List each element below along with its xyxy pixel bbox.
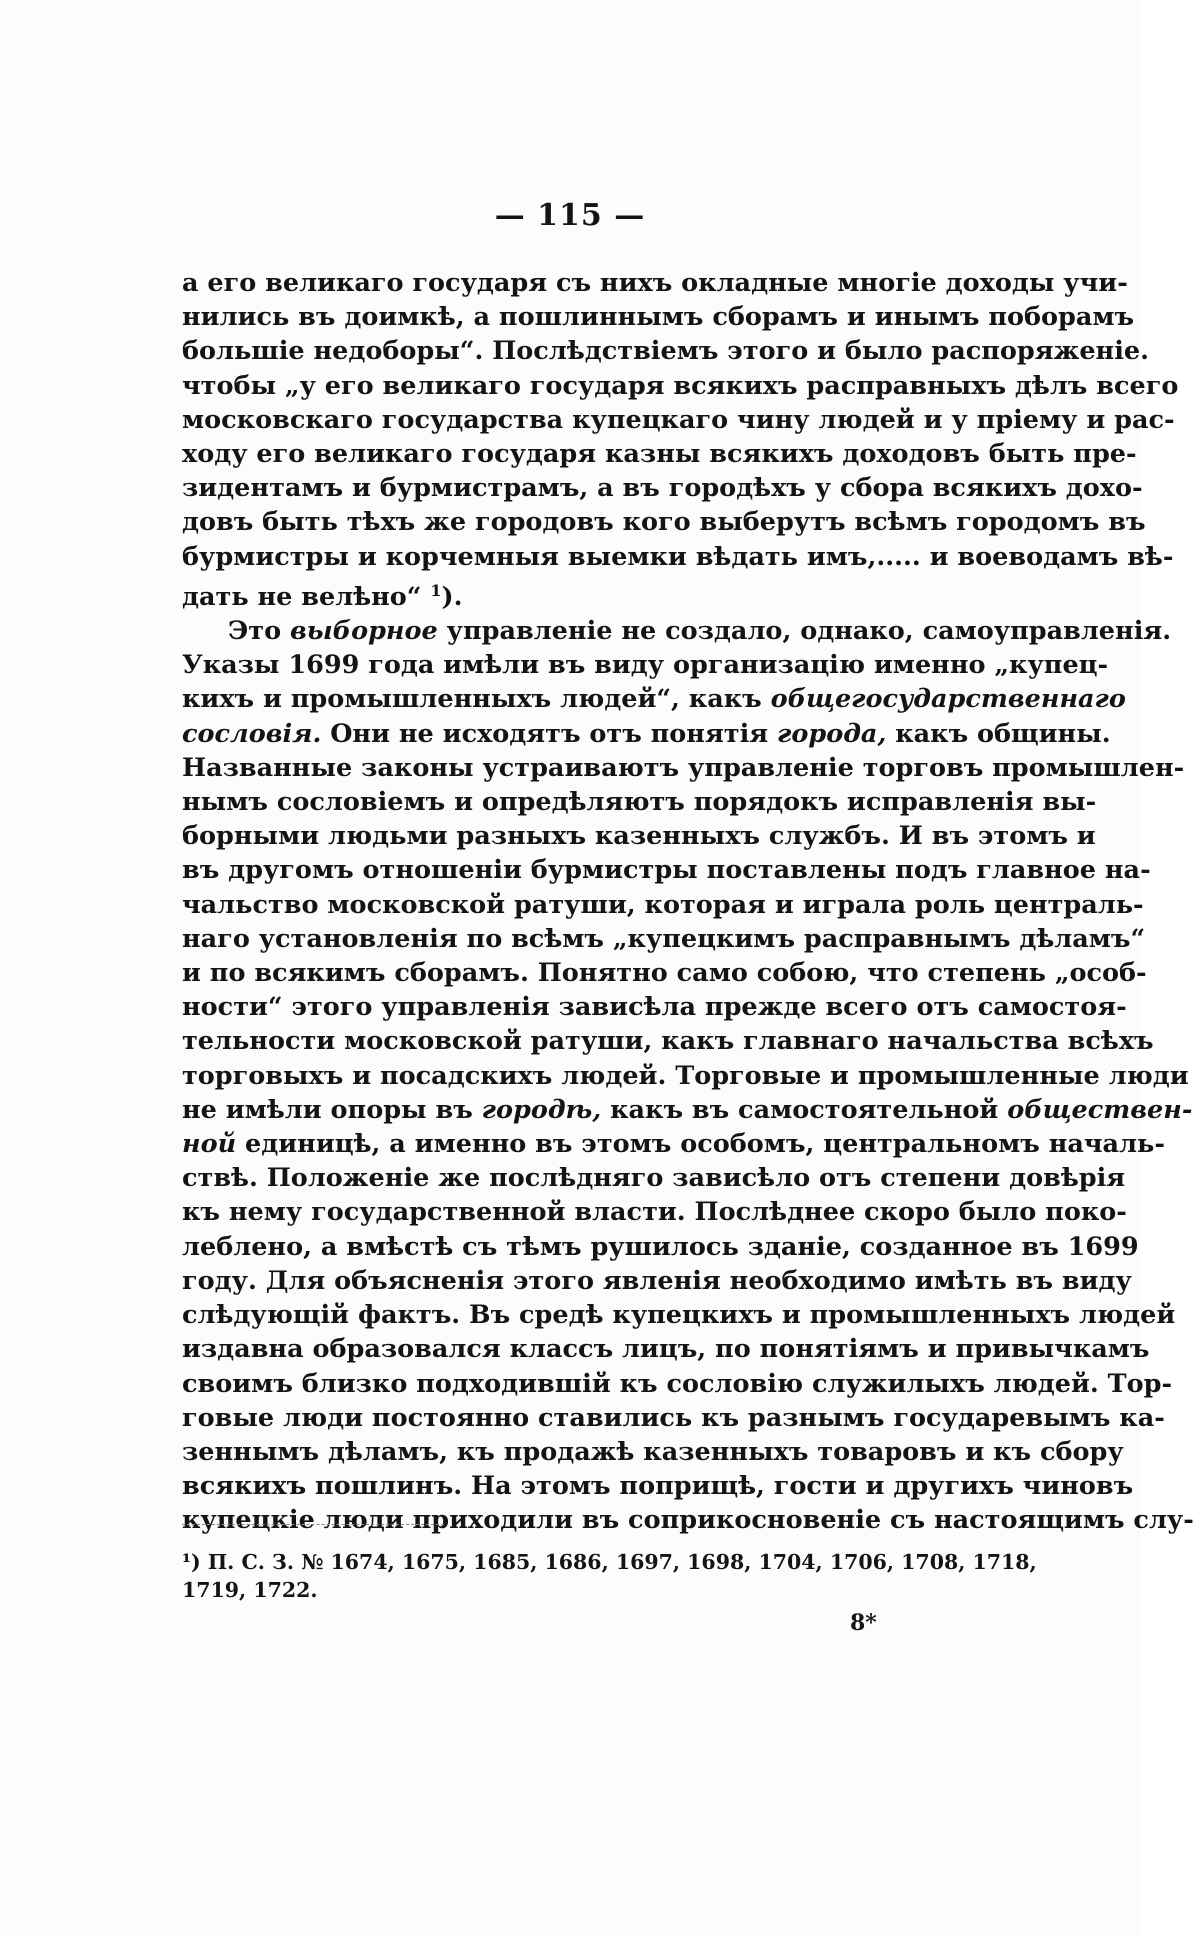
text-line: ствѣ. Положеніе же послѣдняго зависѣло отъ степени довѣрія xyxy=(182,1163,1126,1194)
text-line: чтобы „у его великаго государя всякихъ расправныхъ дѣлъ всего xyxy=(182,370,1179,401)
text-line: бурмистры и корчемныя выемки вѣдать имъ,..... и воеводамъ вѣ- xyxy=(182,541,1174,572)
text-line: году. Для объясненія этого явленія необходимо имѣть въ виду xyxy=(182,1265,1132,1296)
text-span: какъ общины. xyxy=(886,718,1111,749)
text-line: довъ быть тѣхъ же городовъ кого выберутъ всѣмъ городомъ въ xyxy=(182,507,1146,538)
footnote-line: 1719, 1722. xyxy=(182,1578,318,1602)
italic-span: ной xyxy=(182,1129,237,1160)
text-line: а его великаго государя съ нихъ окладные многіе доходы учи- xyxy=(182,268,1128,298)
text-line xyxy=(182,574,960,614)
text-span: кихъ и промышленныхъ людей“, какъ xyxy=(182,684,771,715)
text-line: леблено, а вмѣстѣ съ тѣмъ рушилось зданіе, созданное въ 1699 xyxy=(182,1231,1139,1262)
text-line xyxy=(182,717,1111,751)
footnote xyxy=(182,1548,1037,1604)
text-span: дать не велѣно“ xyxy=(182,581,422,612)
text-line: Названные законы устраиваютъ управленіе торговъ промышлен- xyxy=(182,752,1185,783)
text-span: не имѣли опоры въ xyxy=(182,1094,482,1125)
text-line: ности“ этого управленія зависѣла прежде всего отъ самостоя- xyxy=(182,992,1127,1023)
text-line: къ нему государственной власти. Послѣднее скоро было поко- xyxy=(182,1197,1127,1228)
text-line: купецкіе люди приходили въ соприкосновеніе съ настоящимъ слу- xyxy=(182,1505,1194,1536)
page-number: — 115 — xyxy=(494,198,646,233)
text-line xyxy=(182,614,1172,648)
paragraph-1 xyxy=(182,266,1179,614)
italic-span: города, xyxy=(777,718,887,749)
footnote-marker: ¹) xyxy=(182,1550,201,1574)
text-line xyxy=(182,1093,1193,1127)
text-span: единицѣ, а именно въ этомъ особомъ, центральномъ началь- xyxy=(236,1129,1165,1160)
text-line: наго установленія по всѣмъ „купецкимъ расправнымъ дѣламъ“ xyxy=(182,923,1146,954)
text-line: большіе недоборы“. Послѣдствіемъ этого и было распоряженіе. xyxy=(182,336,1150,367)
text-span: управленіе не создало, однако, самоуправленія. xyxy=(437,616,1172,647)
text-line: тельности московской ратуши, какъ главнаго начальства всѣхъ xyxy=(182,1026,1154,1057)
footnote-divider xyxy=(182,1524,444,1525)
text-line: своимъ близко подходившій къ сословію служилыхъ людей. Тор- xyxy=(182,1368,1173,1399)
text-line: ходу его великаго государя казны всякихъ доходовъ быть пре- xyxy=(182,439,1137,470)
text-line: и по всякимъ сборамъ. Понятно само собою, что степень „особ- xyxy=(182,958,1147,989)
text-span: Они не исходятъ отъ понятія xyxy=(321,718,778,749)
text-line: издавна образовался классъ лицъ, по понятіямъ и привычкамъ xyxy=(182,1334,1150,1365)
text-line: въ другомъ отношеніи бурмистры поставлены подъ главное на- xyxy=(182,855,1151,886)
italic-span: выборное xyxy=(289,616,438,647)
text-line xyxy=(182,1127,1165,1161)
italic-span: сословія. xyxy=(182,718,322,749)
text-span: Это xyxy=(228,616,290,647)
text-line: говые люди постоянно ставились къ разнымъ государевымъ ка- xyxy=(182,1402,1165,1433)
text-span: какъ въ самостоятельной xyxy=(601,1094,1008,1125)
text-line xyxy=(182,682,1126,716)
text-line: московскаго государства купецкаго чину людей и у пріему и рас- xyxy=(182,404,1175,435)
footnote-text: П. С. З. № 1674, 1675, 1685, 1686, 1697, 1698, 1704, 1706, 1708, 1718, xyxy=(200,1550,1037,1574)
text-line: чальство московской ратуши, которая и играла роль централь- xyxy=(182,889,1144,920)
italic-span: городѣ, xyxy=(481,1094,602,1125)
text-line: борными людьми разныхъ казенныхъ службъ. И въ этомъ и xyxy=(182,821,1096,852)
paragraph-2 xyxy=(182,614,1194,1537)
text-line: торговыхъ и посадскихъ людей. Торговые и промышленные люди xyxy=(182,1060,1189,1091)
text-line: слѣдующій фактъ. Въ средѣ купецкихъ и промышленныхъ людей xyxy=(182,1300,1176,1331)
text-line: Указы 1699 года имѣли въ виду организацію именно „купец- xyxy=(182,650,1109,681)
footnote-ref: 1 xyxy=(430,580,442,600)
body-text xyxy=(182,266,1194,1538)
text-line: зидентамъ и бурмистрамъ, а въ городѣхъ у сбора всякихъ дохо- xyxy=(182,473,1143,504)
text-line: нились въ доимкѣ, а пошлиннымъ сборамъ и инымъ поборамъ xyxy=(182,302,1135,333)
signature-mark: 8* xyxy=(850,1610,877,1636)
text-line: всякихъ пошлинъ. На этомъ поприщѣ, гости и другихъ чиновъ xyxy=(182,1471,1134,1502)
text-line: нымъ сословіемъ и опредѣляютъ порядокъ исправленія вы- xyxy=(182,787,1097,818)
text-line: зеннымъ дѣламъ, къ продажѣ казенныхъ товаровъ и къ сбору xyxy=(182,1436,1124,1467)
italic-span: обществен- xyxy=(1007,1094,1193,1125)
footnote-line xyxy=(182,1548,1037,1576)
italic-span: общегосударственнаго xyxy=(770,684,1126,715)
text-span: ). xyxy=(441,581,463,612)
